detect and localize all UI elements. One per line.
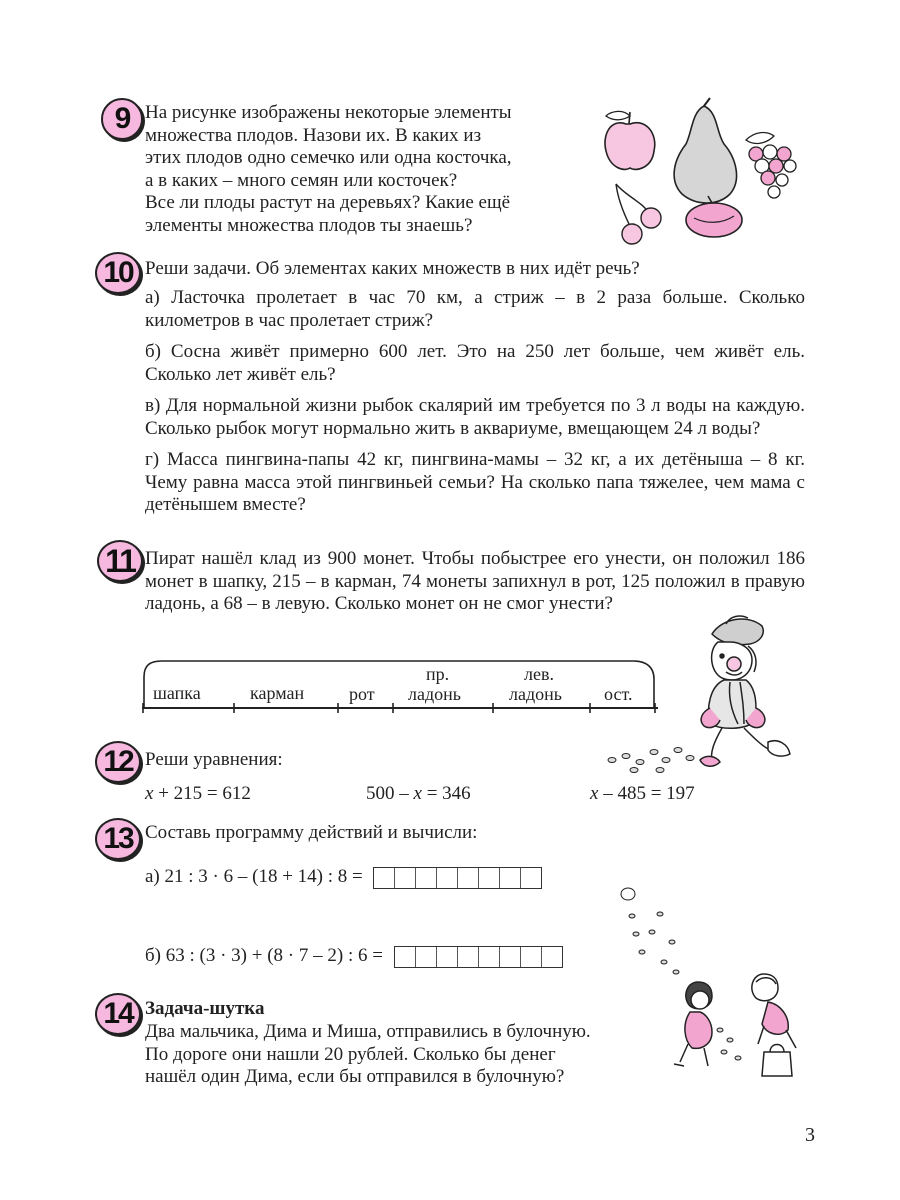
segment-label-cap: шапка <box>153 683 201 703</box>
expression-b: б) 63 : (3 · 3) + (8 · 7 – 2) : 6 = <box>145 945 383 966</box>
children-illustration <box>668 968 808 1086</box>
coins-illustration <box>600 740 720 780</box>
equation-3 <box>590 783 695 805</box>
task-10-intro: Реши задачи. Об элементах каких множеств в них идёт речь? <box>145 258 640 279</box>
answer-boxes-a[interactable] <box>373 867 542 889</box>
equation-rest: – 485 = 197 <box>598 783 695 804</box>
equation-variable: x <box>413 783 422 804</box>
task-13-a <box>145 866 542 889</box>
pear-icon <box>674 98 736 203</box>
task-10-item-c: в) Для нормальной жизни рыбок скалярий им требуется по 3 л воды на каждую. Сколько рыбок могут нормально жить в аквариуме, вмещающем 24 л воды? <box>145 395 805 439</box>
text-line: На рисунке изображены некоторые элементы <box>145 102 512 123</box>
segment-label-mouth: рот <box>349 684 375 704</box>
task-number-badge: 13 <box>95 818 141 860</box>
task-number-badge: 12 <box>95 741 141 783</box>
expression-a: а) 21 : 3 · 6 – (18 + 14) : 8 = <box>145 866 363 887</box>
apple-icon <box>605 111 655 169</box>
task-11-text: Пират нашёл клад из 900 монет. Чтобы побыстрее его унести, он положил 186 монет в шапку, 215 – в карман, 74 монеты запихнул в рот, 125 положил в правую ладонь, а 68 – в левую. Сколько монет он не смог унести? <box>145 548 805 614</box>
text-line: множества плодов. Назови их. В каких из <box>145 124 482 146</box>
task-9-text <box>145 102 585 237</box>
equation-1 <box>145 783 251 805</box>
text-line: а в каких – много семян или косточек? <box>145 169 458 191</box>
text-line: нашёл один Дима, если бы отправился в булочную? <box>145 1066 565 1087</box>
task-number-badge: 9 <box>101 98 143 140</box>
equation-2 <box>366 783 471 805</box>
text-line: этих плодов одно семечко или одна косточка, <box>145 147 512 168</box>
task-number-badge: 10 <box>95 252 141 294</box>
equation-rest: + 215 = 612 <box>153 783 251 804</box>
text-line: Два мальчика, Дима и Миша, отправились в булочную. <box>145 1021 591 1042</box>
task-10-item-b: б) Сосна живёт примерно 600 лет. Это на 250 лет больше, чем живёт ель. Сколько лет живёт ель? <box>145 341 805 385</box>
text-line: элементы множества плодов ты знаешь? <box>145 214 473 236</box>
task-10-item-a: а) Ласточка пролетает в час 70 км, а стриж – в 2 раза больше. Сколько километров в час пролетает стриж? <box>145 287 805 331</box>
page-number: 3 <box>805 1124 815 1146</box>
fruits-illustration <box>596 96 806 246</box>
task-14-title: Задача-шутка <box>145 998 265 1019</box>
text-line: По дороге они нашли 20 рублей. Сколько бы денег <box>145 1043 556 1065</box>
task-10-items <box>145 287 805 526</box>
task-number-badge: 14 <box>95 993 141 1035</box>
falling-coins-illustration <box>612 882 702 982</box>
text-line: Все ли плоды растут на деревьях? Какие ещё <box>145 192 511 213</box>
task-12-intro: Реши уравнения: <box>145 749 283 770</box>
task-13-intro: Составь программу действий и вычисли: <box>145 822 478 843</box>
equation-prefix: 500 – <box>366 783 414 804</box>
segment-diagram <box>138 655 663 717</box>
answer-boxes-b[interactable] <box>394 946 563 968</box>
cherries-icon <box>616 184 661 244</box>
equation-rest: = 346 <box>421 783 471 804</box>
segment-label-rest: ост. <box>604 684 633 704</box>
task-14-text <box>145 1021 685 1089</box>
task-13-b <box>145 945 563 968</box>
grapes-icon <box>746 133 796 198</box>
task-10-item-d: г) Масса пингвина-папы 42 кг, пингвина-мамы – 32 кг, а их детёныша – 8 кг. Чему равна масса этой пингвиньей семьи? На сколько папа тяжелее, чем мама с детёнышем вместе? <box>145 449 805 515</box>
equation-variable: x <box>590 783 599 804</box>
equation-variable: x <box>145 783 154 804</box>
segment-label-right-top: пр. <box>426 664 450 684</box>
segment-label-pocket: карман <box>250 683 305 703</box>
task-number-badge: 11 <box>97 540 143 582</box>
segment-label-left-top: лев. <box>524 664 554 684</box>
segment-label-left-bottom: ладонь <box>509 684 562 704</box>
segment-label-right-bottom: ладонь <box>408 684 461 704</box>
